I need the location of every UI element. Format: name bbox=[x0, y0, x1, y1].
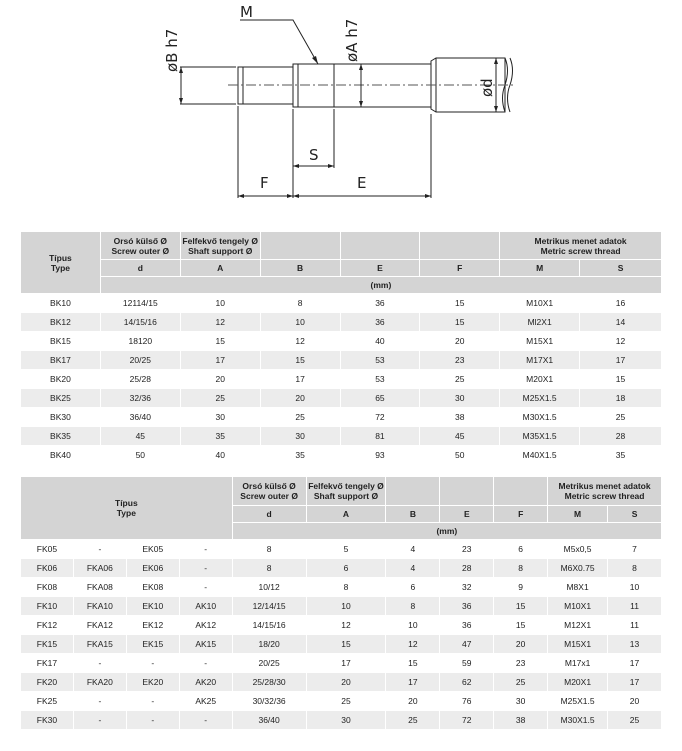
table-cell: 38 bbox=[420, 408, 500, 427]
table-cell: 17 bbox=[260, 370, 340, 389]
table-cell: 20 bbox=[180, 370, 260, 389]
table-cell: 8 bbox=[260, 294, 340, 313]
table-row bbox=[21, 654, 662, 673]
table-cell: 38 bbox=[494, 711, 548, 730]
header-m: M bbox=[500, 260, 580, 277]
table-cell: 45 bbox=[100, 427, 180, 446]
header-a: A bbox=[306, 506, 386, 523]
table-cell: 17 bbox=[608, 654, 662, 673]
table-cell: 20 bbox=[420, 332, 500, 351]
table-cell: 17 bbox=[306, 654, 386, 673]
table-cell: FKA12 bbox=[73, 616, 126, 635]
table-cell: 50 bbox=[420, 446, 500, 465]
table-cell: 12 bbox=[306, 616, 386, 635]
table-cell: BK10 bbox=[21, 294, 101, 313]
table-cell: FK15 bbox=[21, 635, 74, 654]
table-cell: 8 bbox=[608, 559, 662, 578]
table-cell: BK20 bbox=[21, 370, 101, 389]
table-cell: 25 bbox=[306, 692, 386, 711]
table-cell: 12/14/15 bbox=[232, 597, 306, 616]
table-cell: 36 bbox=[340, 313, 420, 332]
table-row bbox=[21, 692, 662, 711]
header-b: B bbox=[386, 506, 440, 523]
table-cell: 36/40 bbox=[100, 408, 180, 427]
table-cell: 17 bbox=[386, 673, 440, 692]
table-cell: AK10 bbox=[179, 597, 232, 616]
table-cell: BK40 bbox=[21, 446, 101, 465]
table-row bbox=[21, 313, 662, 332]
table-cell: - bbox=[179, 540, 232, 559]
table-cell: M15X1 bbox=[548, 635, 608, 654]
table-cell: 11 bbox=[608, 616, 662, 635]
table-cell: M20X1 bbox=[500, 370, 580, 389]
table-cell: 12114/15 bbox=[100, 294, 180, 313]
table-row bbox=[21, 673, 662, 692]
table-cell: M10X1 bbox=[500, 294, 580, 313]
table-cell: 72 bbox=[340, 408, 420, 427]
table-cell: - bbox=[179, 654, 232, 673]
table-cell: 25 bbox=[608, 711, 662, 730]
table-cell: 53 bbox=[340, 351, 420, 370]
table-cell: 12 bbox=[386, 635, 440, 654]
table-cell: BK12 bbox=[21, 313, 101, 332]
table-row bbox=[21, 427, 662, 446]
table-cell: 15 bbox=[494, 616, 548, 635]
table-cell: 9 bbox=[494, 578, 548, 597]
table-row bbox=[21, 351, 662, 370]
table-cell: FKA20 bbox=[73, 673, 126, 692]
table-row bbox=[21, 540, 662, 559]
table-cell: - bbox=[73, 654, 126, 673]
table-cell: - bbox=[126, 654, 179, 673]
table-cell: 18 bbox=[580, 389, 662, 408]
table-cell: M5x0,5 bbox=[548, 540, 608, 559]
table-cell: FK30 bbox=[21, 711, 74, 730]
table-cell: - bbox=[73, 692, 126, 711]
table-cell: 11 bbox=[608, 597, 662, 616]
table-cell: EK06 bbox=[126, 559, 179, 578]
header-type: Típus Type bbox=[21, 477, 233, 540]
table-cell: 8 bbox=[232, 559, 306, 578]
table-cell: 25 bbox=[386, 711, 440, 730]
table-cell: AK15 bbox=[179, 635, 232, 654]
table-cell: 25/28 bbox=[100, 370, 180, 389]
table-cell: M30X1.5 bbox=[500, 408, 580, 427]
table-cell: 32/36 bbox=[100, 389, 180, 408]
table-cell: FK05 bbox=[21, 540, 74, 559]
header-metric-thread: Metrikus menet adatok Metric screw thread bbox=[548, 477, 662, 506]
table-cell: 8 bbox=[232, 540, 306, 559]
table-cell: FK17 bbox=[21, 654, 74, 673]
table-cell: M8X1 bbox=[548, 578, 608, 597]
table-cell: 30 bbox=[260, 427, 340, 446]
header-s: S bbox=[608, 506, 662, 523]
label-d: ød bbox=[478, 78, 496, 97]
table-cell: 20/25 bbox=[232, 654, 306, 673]
table-cell: FK20 bbox=[21, 673, 74, 692]
table-cell: M17x1 bbox=[548, 654, 608, 673]
table-cell: 28 bbox=[440, 559, 494, 578]
table-cell: - bbox=[179, 559, 232, 578]
table-cell: 45 bbox=[420, 427, 500, 446]
label-s: S bbox=[309, 146, 319, 164]
table-cell: 53 bbox=[340, 370, 420, 389]
table-cell: 8 bbox=[306, 578, 386, 597]
table-cell: - bbox=[179, 578, 232, 597]
table-cell: 4 bbox=[386, 540, 440, 559]
table-cell: 20 bbox=[306, 673, 386, 692]
header-unit: (mm) bbox=[232, 523, 661, 540]
table-cell: M40X1.5 bbox=[500, 446, 580, 465]
table-cell: 14 bbox=[580, 313, 662, 332]
table-cell: 32 bbox=[440, 578, 494, 597]
header-f: F bbox=[420, 260, 500, 277]
label-e: E bbox=[357, 174, 367, 192]
table-row bbox=[21, 294, 662, 313]
table-cell: 10/12 bbox=[232, 578, 306, 597]
table-cell: BK35 bbox=[21, 427, 101, 446]
table-cell: 65 bbox=[340, 389, 420, 408]
table-cell: 25 bbox=[494, 673, 548, 692]
table-cell: 62 bbox=[440, 673, 494, 692]
table-cell: 47 bbox=[440, 635, 494, 654]
table-cell: 17 bbox=[608, 673, 662, 692]
bk-table bbox=[20, 231, 662, 465]
shaft-drawing bbox=[0, 0, 682, 226]
header-m: M bbox=[548, 506, 608, 523]
table-cell: 25/28/30 bbox=[232, 673, 306, 692]
table-cell: 17 bbox=[180, 351, 260, 370]
table-cell: 6 bbox=[386, 578, 440, 597]
table-row bbox=[21, 559, 662, 578]
header-d: d bbox=[232, 506, 306, 523]
table-cell: 76 bbox=[440, 692, 494, 711]
table-cell: 12 bbox=[260, 332, 340, 351]
table-cell: FK10 bbox=[21, 597, 74, 616]
table-cell: 30 bbox=[494, 692, 548, 711]
table-cell: 40 bbox=[340, 332, 420, 351]
table-cell: FK25 bbox=[21, 692, 74, 711]
header-screw-outer: Orsó külső Ø Screw outer Ø bbox=[232, 477, 306, 506]
table-row bbox=[21, 711, 662, 730]
table-cell: 36/40 bbox=[232, 711, 306, 730]
table-cell: M6X0.75 bbox=[548, 559, 608, 578]
table-cell: M12X1 bbox=[548, 616, 608, 635]
fk-table bbox=[20, 476, 662, 730]
table-cell: M35X1.5 bbox=[500, 427, 580, 446]
table-cell: 25 bbox=[260, 408, 340, 427]
table-cell: 10 bbox=[386, 616, 440, 635]
table-cell: 15 bbox=[306, 635, 386, 654]
header-e: E bbox=[440, 506, 494, 523]
table-cell: 5 bbox=[306, 540, 386, 559]
table-row bbox=[21, 597, 662, 616]
table-cell: 35 bbox=[580, 446, 662, 465]
header-s: S bbox=[580, 260, 662, 277]
header-screw-outer: Orsó külső Ø Screw outer Ø bbox=[100, 232, 180, 260]
table-cell: 50 bbox=[100, 446, 180, 465]
label-b: øB h7 bbox=[163, 28, 181, 72]
table-cell: - bbox=[73, 711, 126, 730]
table-cell: 10 bbox=[180, 294, 260, 313]
table-cell: 36 bbox=[440, 616, 494, 635]
table-cell: 93 bbox=[340, 446, 420, 465]
table-cell: 6 bbox=[306, 559, 386, 578]
header-b: B bbox=[260, 260, 340, 277]
table-cell: FKA15 bbox=[73, 635, 126, 654]
table-cell: M15X1 bbox=[500, 332, 580, 351]
table-cell: 12 bbox=[580, 332, 662, 351]
table-row bbox=[21, 446, 662, 465]
table-row bbox=[21, 332, 662, 351]
table-cell: 23 bbox=[494, 654, 548, 673]
table-cell: EK10 bbox=[126, 597, 179, 616]
table-cell: 30/32/36 bbox=[232, 692, 306, 711]
table-cell: 10 bbox=[306, 597, 386, 616]
table-cell: 25 bbox=[420, 370, 500, 389]
table-cell: M20X1 bbox=[548, 673, 608, 692]
table-cell: - bbox=[126, 711, 179, 730]
header-shaft-support: Felfekvő tengely Ø Shaft support Ø bbox=[306, 477, 386, 506]
table-cell: 15 bbox=[420, 313, 500, 332]
table-row bbox=[21, 389, 662, 408]
table-cell: 14/15/16 bbox=[100, 313, 180, 332]
table-cell: M25X1.5 bbox=[548, 692, 608, 711]
table-cell: 18/20 bbox=[232, 635, 306, 654]
table-cell: 30 bbox=[180, 408, 260, 427]
table-cell: 20/25 bbox=[100, 351, 180, 370]
table-cell: M10X1 bbox=[548, 597, 608, 616]
table-cell: EK08 bbox=[126, 578, 179, 597]
table-cell: 30 bbox=[306, 711, 386, 730]
table-cell: - bbox=[73, 540, 126, 559]
table-cell: 20 bbox=[494, 635, 548, 654]
table-cell: AK20 bbox=[179, 673, 232, 692]
table-cell: 25 bbox=[180, 389, 260, 408]
table-cell: M17X1 bbox=[500, 351, 580, 370]
table-cell: 18120 bbox=[100, 332, 180, 351]
table-cell: 28 bbox=[580, 427, 662, 446]
table-cell: FK06 bbox=[21, 559, 74, 578]
header-d: d bbox=[100, 260, 180, 277]
table-cell: 23 bbox=[440, 540, 494, 559]
table-cell: M30X1.5 bbox=[548, 711, 608, 730]
table-cell: 35 bbox=[180, 427, 260, 446]
table-row bbox=[21, 370, 662, 389]
table-cell: AK12 bbox=[179, 616, 232, 635]
table-cell: FK08 bbox=[21, 578, 74, 597]
table-cell: 72 bbox=[440, 711, 494, 730]
table-cell: 16 bbox=[580, 294, 662, 313]
table-cell: 15 bbox=[260, 351, 340, 370]
table-cell: 36 bbox=[340, 294, 420, 313]
table-cell: 13 bbox=[608, 635, 662, 654]
table-cell: 12 bbox=[180, 313, 260, 332]
label-f: F bbox=[260, 174, 269, 192]
table-cell: 36 bbox=[440, 597, 494, 616]
table-cell: 10 bbox=[260, 313, 340, 332]
table-cell: 14/15/16 bbox=[232, 616, 306, 635]
table-cell: FKA06 bbox=[73, 559, 126, 578]
table-cell: EK20 bbox=[126, 673, 179, 692]
header-shaft-support: Felfekvő tengely Ø Shaft support Ø bbox=[180, 232, 260, 260]
table-cell: EK12 bbox=[126, 616, 179, 635]
header-unit: (mm) bbox=[100, 277, 661, 294]
table-cell: M25X1.5 bbox=[500, 389, 580, 408]
table-cell: 10 bbox=[608, 578, 662, 597]
label-m: M bbox=[240, 3, 253, 21]
table-cell: BK17 bbox=[21, 351, 101, 370]
table-cell: Ml2X1 bbox=[500, 313, 580, 332]
table-cell: - bbox=[179, 711, 232, 730]
table-cell: BK30 bbox=[21, 408, 101, 427]
table-row bbox=[21, 635, 662, 654]
table-cell: 8 bbox=[494, 559, 548, 578]
table-cell: EK05 bbox=[126, 540, 179, 559]
table-cell: 15 bbox=[494, 597, 548, 616]
table-cell: 59 bbox=[440, 654, 494, 673]
table-cell: FK12 bbox=[21, 616, 74, 635]
table-row bbox=[21, 578, 662, 597]
table-cell: 8 bbox=[386, 597, 440, 616]
table-cell: 4 bbox=[386, 559, 440, 578]
table-cell: 23 bbox=[420, 351, 500, 370]
table-cell: 17 bbox=[580, 351, 662, 370]
table-cell: 40 bbox=[180, 446, 260, 465]
table-cell: 30 bbox=[420, 389, 500, 408]
table-cell: 15 bbox=[580, 370, 662, 389]
table-cell: 7 bbox=[608, 540, 662, 559]
header-type: Típus Type bbox=[21, 232, 101, 294]
header-metric-thread: Metrikus menet adatok Metric screw thread bbox=[500, 232, 662, 260]
header-f: F bbox=[494, 506, 548, 523]
table-row bbox=[21, 408, 662, 427]
header-e: E bbox=[340, 260, 420, 277]
table-cell: 20 bbox=[386, 692, 440, 711]
table-cell: BK25 bbox=[21, 389, 101, 408]
table-cell: BK15 bbox=[21, 332, 101, 351]
table-cell: 25 bbox=[580, 408, 662, 427]
table-cell: 20 bbox=[608, 692, 662, 711]
table-cell: 15 bbox=[180, 332, 260, 351]
table-cell: 6 bbox=[494, 540, 548, 559]
table-cell: FKA08 bbox=[73, 578, 126, 597]
table-cell: 35 bbox=[260, 446, 340, 465]
table-cell: 15 bbox=[420, 294, 500, 313]
table-cell: EK15 bbox=[126, 635, 179, 654]
table-cell: 81 bbox=[340, 427, 420, 446]
table-cell: AK25 bbox=[179, 692, 232, 711]
table-row bbox=[21, 616, 662, 635]
table-cell: 15 bbox=[386, 654, 440, 673]
header-a: A bbox=[180, 260, 260, 277]
table-cell: - bbox=[126, 692, 179, 711]
label-a: øA h7 bbox=[343, 18, 361, 62]
table-cell: FKA10 bbox=[73, 597, 126, 616]
table-cell: 20 bbox=[260, 389, 340, 408]
